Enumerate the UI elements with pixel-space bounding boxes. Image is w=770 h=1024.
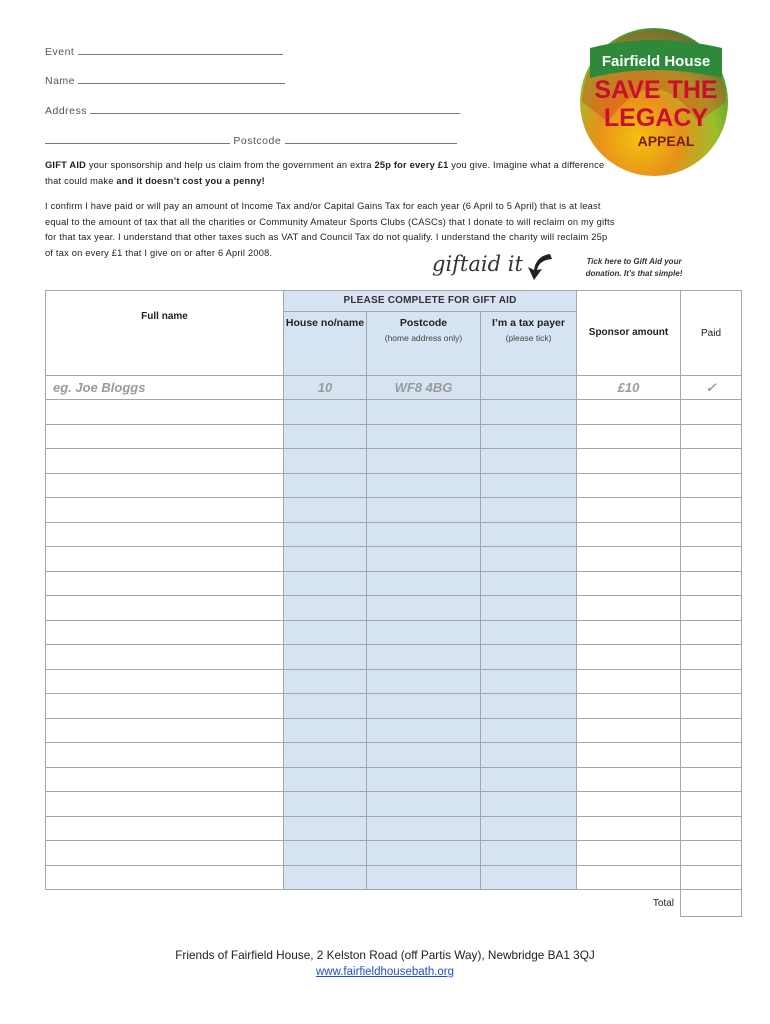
footer-address: Friends of Fairfield House, 2 Kelston Road (off Partis Way), Newbridge BA1 3QJ — [175, 948, 595, 962]
taxpayer-cell[interactable] — [481, 816, 577, 841]
amount-cell[interactable] — [577, 473, 681, 498]
house-cell[interactable] — [284, 718, 367, 743]
table-row — [46, 669, 742, 694]
paid-cell[interactable] — [681, 522, 742, 547]
name-cell[interactable] — [46, 596, 284, 621]
intro-text-2: you give. Imagine what a difference that could make — [45, 160, 605, 186]
postcode-cell[interactable] — [367, 645, 481, 670]
amount-cell[interactable] — [577, 718, 681, 743]
postcode-field[interactable] — [45, 133, 457, 147]
example-row — [46, 376, 742, 400]
postcode-line — [285, 133, 457, 144]
taxpayer-cell[interactable] — [481, 424, 577, 449]
logo-brand: Fairfield House — [601, 53, 711, 70]
paid-cell[interactable] — [681, 473, 742, 498]
logo-line2: LEGACY — [603, 104, 709, 132]
total-spacer — [46, 890, 577, 917]
taxpayer-cell[interactable] — [481, 473, 577, 498]
name-cell[interactable] — [46, 473, 284, 498]
address-field[interactable] — [45, 103, 460, 117]
table-row — [46, 449, 742, 474]
house-cell[interactable] — [284, 645, 367, 670]
taxpayer-cell[interactable] — [481, 522, 577, 547]
event-label: Event — [45, 46, 75, 58]
name-cell[interactable] — [46, 841, 284, 866]
amount-cell[interactable] — [577, 449, 681, 474]
logo-line3: APPEAL — [637, 133, 695, 149]
table-row — [46, 816, 742, 841]
paid-cell[interactable] — [681, 718, 742, 743]
table-row — [46, 718, 742, 743]
tick-note: Tick here to Gift Aid your donation. It’s that simple! — [585, 257, 683, 278]
postcode-cell[interactable] — [367, 547, 481, 572]
name-cell[interactable] — [46, 424, 284, 449]
house-cell[interactable] — [284, 522, 367, 547]
amount-cell[interactable] — [577, 694, 681, 719]
house-cell[interactable] — [284, 449, 367, 474]
name-cell[interactable] — [46, 718, 284, 743]
table-row — [46, 400, 742, 425]
paid-cell[interactable] — [681, 547, 742, 572]
name-cell[interactable] — [46, 767, 284, 792]
house-cell[interactable] — [284, 596, 367, 621]
amount-cell[interactable] — [577, 816, 681, 841]
amount-cell[interactable] — [577, 669, 681, 694]
paid-cell[interactable] — [681, 596, 742, 621]
name-cell[interactable] — [46, 669, 284, 694]
amount-cell[interactable] — [577, 865, 681, 890]
table-row — [46, 571, 742, 596]
intro-tail: and it doesn’t cost you a penny! — [116, 175, 265, 186]
col-header-sponsor-amount — [577, 291, 681, 376]
house-cell[interactable] — [284, 473, 367, 498]
house-cell[interactable] — [284, 841, 367, 866]
postcode-cell[interactable] — [367, 669, 481, 694]
blank-rows — [46, 400, 742, 890]
amount-cell[interactable] — [577, 645, 681, 670]
example-house: 10 — [284, 376, 367, 400]
postcode-cell[interactable] — [367, 522, 481, 547]
taxpayer-cell[interactable] — [481, 596, 577, 621]
house-cell[interactable] — [284, 792, 367, 817]
name-cell[interactable] — [46, 571, 284, 596]
postcode-cell[interactable] — [367, 449, 481, 474]
address-line — [90, 103, 460, 114]
footer-website-link[interactable]: www.fairfieldhousebath.org — [315, 966, 455, 978]
taxpayer-cell[interactable] — [481, 400, 577, 425]
intro-text-1: your sponsorship and help us claim from the government an extra — [86, 160, 375, 170]
table-row — [46, 865, 742, 890]
name-field[interactable] — [45, 73, 285, 87]
amount-cell[interactable] — [577, 620, 681, 645]
house-cell[interactable] — [284, 571, 367, 596]
postcode-cell[interactable] — [367, 792, 481, 817]
house-cell[interactable] — [284, 743, 367, 768]
col-header-house — [284, 311, 367, 375]
paid-cell[interactable] — [681, 767, 742, 792]
example-postcode: WF8 4BG — [367, 376, 481, 400]
paid-cell[interactable] — [681, 498, 742, 523]
postcode-cell[interactable] — [367, 841, 481, 866]
curved-arrow-icon — [520, 250, 556, 282]
taxpayer-cell[interactable] — [481, 767, 577, 792]
postcode-label: Postcode — [233, 135, 282, 147]
name-label: Name — [45, 75, 76, 87]
table-row — [46, 547, 742, 572]
house-header-text: House no/name — [285, 316, 365, 329]
logo-line1: SAVE THE — [594, 76, 718, 104]
house-cell[interactable] — [284, 498, 367, 523]
amount-cell[interactable] — [577, 596, 681, 621]
name-cell[interactable] — [46, 547, 284, 572]
postcode-cell[interactable] — [367, 865, 481, 890]
name-cell[interactable] — [46, 449, 284, 474]
house-cell[interactable] — [284, 547, 367, 572]
table-row — [46, 596, 742, 621]
paid-cell[interactable] — [681, 694, 742, 719]
col-header-postcode — [367, 311, 481, 375]
postcode-cell[interactable] — [367, 620, 481, 645]
taxpayer-header-text: I’m a tax payer — [492, 316, 565, 329]
amount-cell[interactable] — [577, 522, 681, 547]
taxpayer-cell[interactable] — [481, 449, 577, 474]
giftaid-it-logo: giftaid it — [432, 252, 523, 276]
event-line — [78, 44, 283, 55]
example-amount: £10 — [577, 376, 681, 400]
name-cell[interactable] — [46, 694, 284, 719]
sponsor-header-text: Sponsor amount — [588, 327, 669, 338]
name-line — [78, 73, 285, 84]
paid-cell[interactable] — [681, 449, 742, 474]
paid-cell[interactable] — [681, 792, 742, 817]
house-cell[interactable] — [284, 424, 367, 449]
name-cell[interactable] — [46, 865, 284, 890]
amount-cell[interactable] — [577, 547, 681, 572]
gift-aid-banner: PLEASE COMPLETE FOR GIFT AID — [284, 291, 577, 312]
table-row — [46, 424, 742, 449]
event-field[interactable] — [45, 44, 283, 58]
table-row — [46, 792, 742, 817]
name-cell[interactable] — [46, 792, 284, 817]
paid-cell[interactable] — [681, 841, 742, 866]
postcode-cell[interactable] — [367, 767, 481, 792]
amount-cell[interactable] — [577, 400, 681, 425]
taxpayer-cell[interactable] — [481, 841, 577, 866]
col-header-full-name: Full name — [46, 291, 284, 376]
postcode-cell[interactable] — [367, 571, 481, 596]
taxpayer-cell[interactable] — [481, 620, 577, 645]
amount-cell[interactable] — [577, 498, 681, 523]
house-cell[interactable] — [284, 620, 367, 645]
example-name: eg. Joe Bloggs — [46, 376, 284, 400]
name-cell[interactable] — [46, 743, 284, 768]
paid-cell[interactable] — [681, 816, 742, 841]
postcode-cell[interactable] — [367, 596, 481, 621]
postcode-cell[interactable] — [367, 743, 481, 768]
paid-cell[interactable] — [681, 620, 742, 645]
paid-cell[interactable] — [681, 645, 742, 670]
gift-aid-intro — [45, 158, 615, 189]
house-cell[interactable] — [284, 669, 367, 694]
postcode-header-text: Postcode — [399, 316, 448, 329]
address-line-2 — [45, 133, 230, 144]
taxpayer-cell[interactable] — [481, 571, 577, 596]
example-paid-check-icon: ✓ — [681, 376, 742, 400]
amount-cell[interactable] — [577, 571, 681, 596]
col-header-paid: Paid — [681, 291, 742, 376]
name-cell[interactable] — [46, 522, 284, 547]
name-cell[interactable] — [46, 816, 284, 841]
taxpayer-cell[interactable] — [481, 669, 577, 694]
table-row — [46, 841, 742, 866]
amount-cell[interactable] — [577, 841, 681, 866]
taxpayer-cell[interactable] — [481, 498, 577, 523]
postcode-cell[interactable] — [367, 718, 481, 743]
table-row — [46, 694, 742, 719]
paid-cell[interactable] — [681, 571, 742, 596]
house-cell[interactable] — [284, 400, 367, 425]
postcode-cell[interactable] — [367, 816, 481, 841]
name-cell[interactable] — [46, 400, 284, 425]
taxpayer-cell[interactable] — [481, 718, 577, 743]
name-cell[interactable] — [46, 645, 284, 670]
paid-cell[interactable] — [681, 400, 742, 425]
house-cell[interactable] — [284, 767, 367, 792]
table-row — [46, 522, 742, 547]
amount-cell[interactable] — [577, 424, 681, 449]
paid-cell[interactable] — [681, 865, 742, 890]
gift-aid-bold: GIFT AID — [45, 160, 87, 170]
house-cell[interactable] — [284, 816, 367, 841]
table-row — [46, 498, 742, 523]
taxpayer-cell[interactable] — [481, 645, 577, 670]
col-header-taxpayer — [481, 311, 577, 375]
taxpayer-cell[interactable] — [481, 792, 577, 817]
house-cell[interactable] — [284, 694, 367, 719]
postcode-cell[interactable] — [367, 400, 481, 425]
postcode-header-sub: (home address only) — [384, 332, 463, 343]
total-amount-cell[interactable] — [681, 890, 742, 917]
paid-cell[interactable] — [681, 424, 742, 449]
postcode-cell[interactable] — [367, 498, 481, 523]
amount-cell[interactable] — [577, 743, 681, 768]
table-row — [46, 620, 742, 645]
taxpayer-cell[interactable] — [481, 547, 577, 572]
save-the-legacy-logo — [578, 26, 730, 178]
table-row — [46, 767, 742, 792]
total-label: Total — [652, 897, 675, 909]
table-row — [46, 473, 742, 498]
taxpayer-cell[interactable] — [481, 865, 577, 890]
example-taxpayer — [481, 376, 577, 400]
name-cell[interactable] — [46, 620, 284, 645]
amount-cell[interactable] — [577, 767, 681, 792]
paid-cell[interactable] — [681, 669, 742, 694]
postcode-cell[interactable] — [367, 473, 481, 498]
house-cell[interactable] — [284, 865, 367, 890]
amount-cell[interactable] — [577, 792, 681, 817]
table-row — [46, 645, 742, 670]
taxpayer-cell[interactable] — [481, 743, 577, 768]
taxpayer-header-sub: (please tick) — [505, 332, 552, 343]
name-cell[interactable] — [46, 498, 284, 523]
address-label: Address — [45, 105, 88, 117]
taxpayer-cell[interactable] — [481, 694, 577, 719]
intro-amount: 25p for every £1 — [374, 160, 449, 170]
paid-cell[interactable] — [681, 743, 742, 768]
postcode-cell[interactable] — [367, 424, 481, 449]
postcode-cell[interactable] — [367, 694, 481, 719]
sponsor-table — [45, 290, 742, 917]
table-row — [46, 743, 742, 768]
tax-declaration: I confirm I have paid or will pay an amount of Income Tax and/or Capital Gains Tax for each year (6 April to 5 April) that is at least equal to the amount of tax that all the charities or Community Amateur Sports Clubs (CASCs) that I donate to will reclaim on my gifts for that tax year. I understand that other taxes such as VAT and Council Tax do not qualify. I understand the charity will reclaim 25p of tax on every £1 that I give on or after 6 April 2008. — [45, 201, 615, 258]
